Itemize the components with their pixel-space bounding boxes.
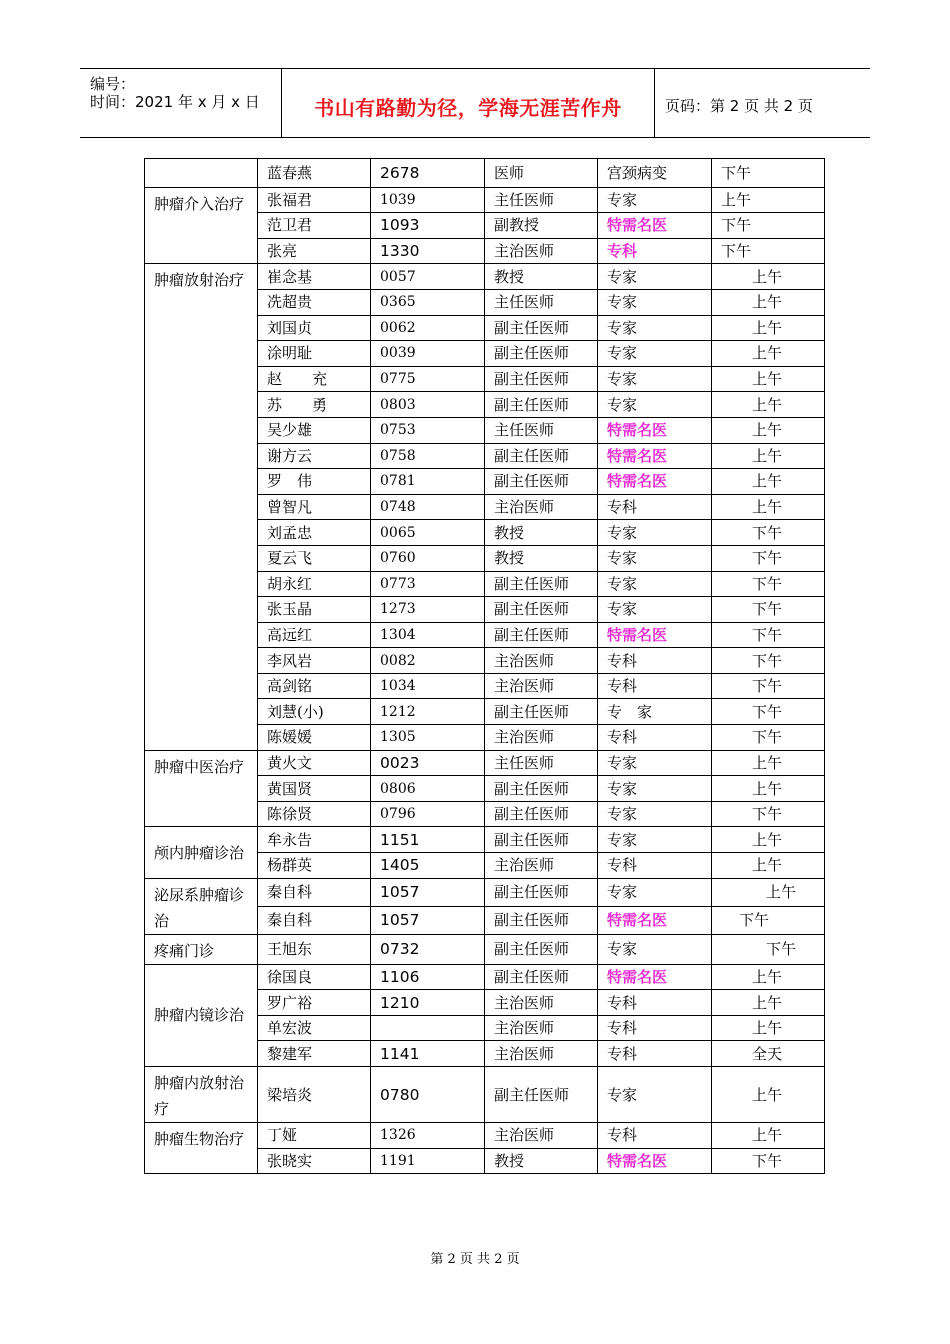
session-time-cell: 上午 <box>712 443 825 469</box>
doctor-name-cell: 陈徐贤 <box>258 801 371 827</box>
doctor-name-cell: 张福君 <box>258 187 371 213</box>
page-info-text: 页码：第 2 页 共 2 页 <box>665 97 813 115</box>
doctor-title-cell: 主治医师 <box>485 1041 598 1067</box>
session-time-cell: 上午 <box>712 341 825 367</box>
doctor-code-cell: 0803 <box>371 392 485 418</box>
session-time-cell: 下午 <box>712 1148 825 1174</box>
session-time-cell: 上午 <box>712 827 825 853</box>
session-time-cell: 上午 <box>712 853 825 879</box>
doctor-name-cell: 张亮 <box>258 238 371 264</box>
session-time-cell: 下午 <box>712 159 825 188</box>
doctor-title-cell: 教授 <box>485 520 598 546</box>
session-time-cell: 上午 <box>712 964 825 990</box>
clinic-category-cell: 特需名医 <box>598 622 712 648</box>
table-row <box>145 827 825 853</box>
clinic-category-cell: 专科 <box>598 648 712 674</box>
table-row <box>145 964 825 990</box>
doctor-name-cell: 黎建军 <box>258 1041 371 1067</box>
doctor-name-cell: 冼超贵 <box>258 289 371 315</box>
session-time-cell: 上午 <box>712 187 825 213</box>
clinic-category-cell: 特需名医 <box>598 906 712 934</box>
doctor-name-cell: 苏 勇 <box>258 392 371 418</box>
session-time-cell: 上午 <box>712 469 825 495</box>
doctor-name-cell: 丁娅 <box>258 1123 371 1149</box>
doctor-title-cell: 副主任医师 <box>485 801 598 827</box>
page-footer: 第 2 页 共 2 页 <box>430 1252 520 1267</box>
doctor-name-cell: 黄国贤 <box>258 776 371 802</box>
doctor-name-cell: 牟永告 <box>258 827 371 853</box>
table-row <box>145 1067 825 1123</box>
clinic-category-cell: 专科 <box>598 1123 712 1149</box>
doctor-title-cell: 副主任医师 <box>485 1067 598 1123</box>
doctor-name-cell: 高远红 <box>258 622 371 648</box>
clinic-category-cell: 特需名医 <box>598 469 712 495</box>
doctor-title-cell: 教授 <box>485 1148 598 1174</box>
doctor-title-cell: 主治医师 <box>485 1015 598 1041</box>
clinic-category-cell: 专科 <box>598 990 712 1016</box>
clinic-category-cell: 专家 <box>598 392 712 418</box>
doctor-title-cell: 副主任医师 <box>485 934 598 964</box>
doctor-title-cell: 副主任医师 <box>485 906 598 934</box>
doctor-code-cell: 0758 <box>371 443 485 469</box>
session-time-cell: 上午 <box>712 1015 825 1041</box>
doctor-code-cell: 1141 <box>371 1041 485 1067</box>
session-time-cell: 上午 <box>712 878 825 906</box>
doctor-code-cell <box>371 1015 485 1041</box>
doctor-name-cell: 胡永红 <box>258 571 371 597</box>
clinic-category-cell: 专科 <box>598 1041 712 1067</box>
session-time-cell: 上午 <box>712 776 825 802</box>
table-row <box>145 264 825 290</box>
doctor-code-cell: 1304 <box>371 622 485 648</box>
clinic-category-cell: 专科 <box>598 238 712 264</box>
doctor-title-cell: 副主任医师 <box>485 392 598 418</box>
session-time-cell: 上午 <box>712 315 825 341</box>
doctor-title-cell: 副主任医师 <box>485 469 598 495</box>
date-label: 时间：2021 年 x 月 x 日 <box>90 93 260 111</box>
table-row <box>145 934 825 964</box>
session-time-cell: 上午 <box>712 264 825 290</box>
table-row <box>145 187 825 213</box>
session-time-cell: 下午 <box>712 520 825 546</box>
doctor-code-cell: 1330 <box>371 238 485 264</box>
doctor-code-cell: 0753 <box>371 417 485 443</box>
doctor-title-cell: 副主任医师 <box>485 699 598 725</box>
session-time-cell: 全天 <box>712 1041 825 1067</box>
doctor-title-cell: 副教授 <box>485 213 598 239</box>
doctor-name-cell: 蓝春燕 <box>258 159 371 188</box>
session-time-cell: 下午 <box>712 571 825 597</box>
clinic-category-cell: 专家 <box>598 520 712 546</box>
department-cell: 疼痛门诊 <box>145 934 258 964</box>
doctor-name-cell: 罗广裕 <box>258 990 371 1016</box>
clinic-category-cell: 特需名医 <box>598 417 712 443</box>
doctor-name-cell: 刘孟忠 <box>258 520 371 546</box>
doctor-code-cell: 0732 <box>371 934 485 964</box>
doctor-name-cell: 刘慧(小) <box>258 699 371 725</box>
doctor-code-cell: 0748 <box>371 494 485 520</box>
header-page-info <box>655 69 870 137</box>
department-cell <box>145 159 258 188</box>
doctor-code-cell: 1273 <box>371 597 485 623</box>
doctor-name-cell: 王旭东 <box>258 934 371 964</box>
clinic-category-cell: 专科 <box>598 853 712 879</box>
doctor-title-cell: 主治医师 <box>485 673 598 699</box>
department-cell: 泌尿系肿瘤诊治 <box>145 878 258 934</box>
session-time-cell: 下午 <box>712 699 825 725</box>
doctor-title-cell: 副主任医师 <box>485 597 598 623</box>
clinic-category-cell: 专家 <box>598 289 712 315</box>
clinic-category-cell: 专家 <box>598 264 712 290</box>
doctor-code-cell: 1057 <box>371 878 485 906</box>
department-cell: 颅内肿瘤诊治 <box>145 827 258 878</box>
clinic-category-cell: 专家 <box>598 934 712 964</box>
doctor-code-cell: 2678 <box>371 159 485 188</box>
doctor-code-cell: 0065 <box>371 520 485 546</box>
clinic-category-cell: 专家 <box>598 545 712 571</box>
clinic-category-cell: 专家 <box>598 750 712 776</box>
doctor-name-cell: 黄火文 <box>258 750 371 776</box>
clinic-category-cell: 专家 <box>598 341 712 367</box>
doctor-name-cell: 李风岩 <box>258 648 371 674</box>
clinic-category-cell: 专家 <box>598 597 712 623</box>
table-row <box>145 750 825 776</box>
motto-text: 书山有路勤为径，学海无涯苦作舟 <box>314 96 622 120</box>
doctor-code-cell: 0806 <box>371 776 485 802</box>
doctor-title-cell: 副主任医师 <box>485 315 598 341</box>
session-time-cell: 下午 <box>712 906 825 934</box>
department-cell: 肿瘤中医治疗 <box>145 750 258 827</box>
department-cell: 肿瘤介入治疗 <box>145 187 258 264</box>
doctor-name-cell: 张晓实 <box>258 1148 371 1174</box>
doctor-name-cell: 张玉晶 <box>258 597 371 623</box>
doctor-title-cell: 副主任医师 <box>485 827 598 853</box>
clinic-category-cell: 特需名医 <box>598 443 712 469</box>
doctor-name-cell: 刘国贞 <box>258 315 371 341</box>
doctor-title-cell: 主治医师 <box>485 725 598 751</box>
doctor-name-cell: 范卫君 <box>258 213 371 239</box>
doctor-code-cell: 1212 <box>371 699 485 725</box>
clinic-category-cell: 专家 <box>598 878 712 906</box>
doctor-title-cell: 主治医师 <box>485 853 598 879</box>
doctor-title-cell: 副主任医师 <box>485 622 598 648</box>
session-time-cell: 下午 <box>712 801 825 827</box>
clinic-category-cell: 专科 <box>598 494 712 520</box>
doctor-code-cell: 1210 <box>371 990 485 1016</box>
doctor-code-cell: 1151 <box>371 827 485 853</box>
doctor-name-cell: 吴少雄 <box>258 417 371 443</box>
doctor-title-cell: 主治医师 <box>485 494 598 520</box>
doctor-code-cell: 0365 <box>371 289 485 315</box>
clinic-category-cell: 特需名医 <box>598 964 712 990</box>
doctor-title-cell: 主任医师 <box>485 187 598 213</box>
doctor-name-cell: 杨群英 <box>258 853 371 879</box>
clinic-category-cell: 专科 <box>598 673 712 699</box>
session-time-cell: 下午 <box>712 213 825 239</box>
table-row <box>145 1123 825 1149</box>
doctor-code-cell: 1093 <box>371 213 485 239</box>
doctor-title-cell: 主治医师 <box>485 990 598 1016</box>
doctor-title-cell: 副主任医师 <box>485 341 598 367</box>
doctor-code-cell: 0780 <box>371 1067 485 1123</box>
doctor-code-cell: 0760 <box>371 545 485 571</box>
clinic-category-cell: 专科 <box>598 1015 712 1041</box>
session-time-cell: 上午 <box>712 1123 825 1149</box>
doctor-name-cell: 高剑铭 <box>258 673 371 699</box>
doctor-code-cell: 1191 <box>371 1148 485 1174</box>
clinic-category-cell: 专家 <box>598 571 712 597</box>
clinic-category-cell: 专家 <box>598 315 712 341</box>
clinic-category-cell: 特需名医 <box>598 213 712 239</box>
doctor-code-cell: 1034 <box>371 673 485 699</box>
header-motto <box>282 69 655 137</box>
clinic-category-cell: 专家 <box>598 776 712 802</box>
doctor-title-cell: 主任医师 <box>485 289 598 315</box>
doctor-code-cell: 1326 <box>371 1123 485 1149</box>
doctor-name-cell: 梁培炎 <box>258 1067 371 1123</box>
doctor-name-cell: 陈媛媛 <box>258 725 371 751</box>
doctor-code-cell: 1057 <box>371 906 485 934</box>
session-time-cell: 上午 <box>712 366 825 392</box>
department-cell: 肿瘤放射治疗 <box>145 264 258 750</box>
doctor-code-cell: 1039 <box>371 187 485 213</box>
doctor-title-cell: 副主任医师 <box>485 776 598 802</box>
doctor-name-cell: 徐国良 <box>258 964 371 990</box>
doctor-name-cell: 单宏波 <box>258 1015 371 1041</box>
doctor-title-cell: 主任医师 <box>485 750 598 776</box>
doctor-code-cell: 1305 <box>371 725 485 751</box>
session-time-cell: 下午 <box>712 238 825 264</box>
clinic-category-cell: 宫颈病变 <box>598 159 712 188</box>
clinic-category-cell: 专家 <box>598 366 712 392</box>
doctor-title-cell: 教授 <box>485 264 598 290</box>
number-label: 编号： <box>90 75 136 93</box>
doctor-name-cell: 曾智凡 <box>258 494 371 520</box>
doctor-name-cell: 涂明耻 <box>258 341 371 367</box>
session-time-cell: 下午 <box>712 725 825 751</box>
clinic-category-cell: 专家 <box>598 1067 712 1123</box>
doctor-name-cell: 赵 充 <box>258 366 371 392</box>
doctor-code-cell: 0023 <box>371 750 485 776</box>
table-row <box>145 159 825 188</box>
doctor-title-cell: 主治医师 <box>485 648 598 674</box>
doctor-name-cell: 崔念基 <box>258 264 371 290</box>
department-cell: 肿瘤内放射治疗 <box>145 1067 258 1123</box>
clinic-category-cell: 专 家 <box>598 699 712 725</box>
clinic-category-cell: 专家 <box>598 827 712 853</box>
session-time-cell: 上午 <box>712 392 825 418</box>
doctor-code-cell: 0775 <box>371 366 485 392</box>
doctor-title-cell: 教授 <box>485 545 598 571</box>
doctor-name-cell: 夏云飞 <box>258 545 371 571</box>
doctor-code-cell: 0039 <box>371 341 485 367</box>
session-time-cell: 下午 <box>712 622 825 648</box>
doctor-code-cell: 0796 <box>371 801 485 827</box>
doctor-code-cell: 0082 <box>371 648 485 674</box>
clinic-category-cell: 专科 <box>598 725 712 751</box>
doctor-title-cell: 副主任医师 <box>485 571 598 597</box>
doctor-title-cell: 主治医师 <box>485 238 598 264</box>
doctor-title-cell: 主任医师 <box>485 417 598 443</box>
doctor-code-cell: 1405 <box>371 853 485 879</box>
header-meta <box>80 69 282 137</box>
doctor-name-cell: 秦自科 <box>258 906 371 934</box>
doctor-name-cell: 罗 伟 <box>258 469 371 495</box>
session-time-cell: 下午 <box>712 545 825 571</box>
doctor-code-cell: 0773 <box>371 571 485 597</box>
session-time-cell: 上午 <box>712 990 825 1016</box>
clinic-schedule-table <box>144 158 825 1174</box>
doctor-code-cell: 0781 <box>371 469 485 495</box>
doctor-title-cell: 副主任医师 <box>485 964 598 990</box>
clinic-category-cell: 特需名医 <box>598 1148 712 1174</box>
session-time-cell: 下午 <box>712 648 825 674</box>
session-time-cell: 下午 <box>712 673 825 699</box>
clinic-category-cell: 专家 <box>598 187 712 213</box>
department-cell: 肿瘤生物治疗 <box>145 1123 258 1174</box>
session-time-cell: 上午 <box>712 1067 825 1123</box>
doctor-title-cell: 副主任医师 <box>485 443 598 469</box>
session-time-cell: 上午 <box>712 289 825 315</box>
session-time-cell: 上午 <box>712 494 825 520</box>
doctor-name-cell: 秦自科 <box>258 878 371 906</box>
doctor-code-cell: 0057 <box>371 264 485 290</box>
session-time-cell: 下午 <box>712 597 825 623</box>
session-time-cell: 下午 <box>712 934 825 964</box>
doctor-code-cell: 0062 <box>371 315 485 341</box>
doctor-title-cell: 副主任医师 <box>485 366 598 392</box>
page-header <box>80 68 870 138</box>
session-time-cell: 上午 <box>712 417 825 443</box>
clinic-category-cell: 专家 <box>598 801 712 827</box>
table-row <box>145 878 825 906</box>
doctor-name-cell: 谢方云 <box>258 443 371 469</box>
doctor-title-cell: 主治医师 <box>485 1123 598 1149</box>
department-cell: 肿瘤内镜诊治 <box>145 964 258 1066</box>
doctor-code-cell: 1106 <box>371 964 485 990</box>
doctor-title-cell: 医师 <box>485 159 598 188</box>
session-time-cell: 上午 <box>712 750 825 776</box>
doctor-title-cell: 副主任医师 <box>485 878 598 906</box>
